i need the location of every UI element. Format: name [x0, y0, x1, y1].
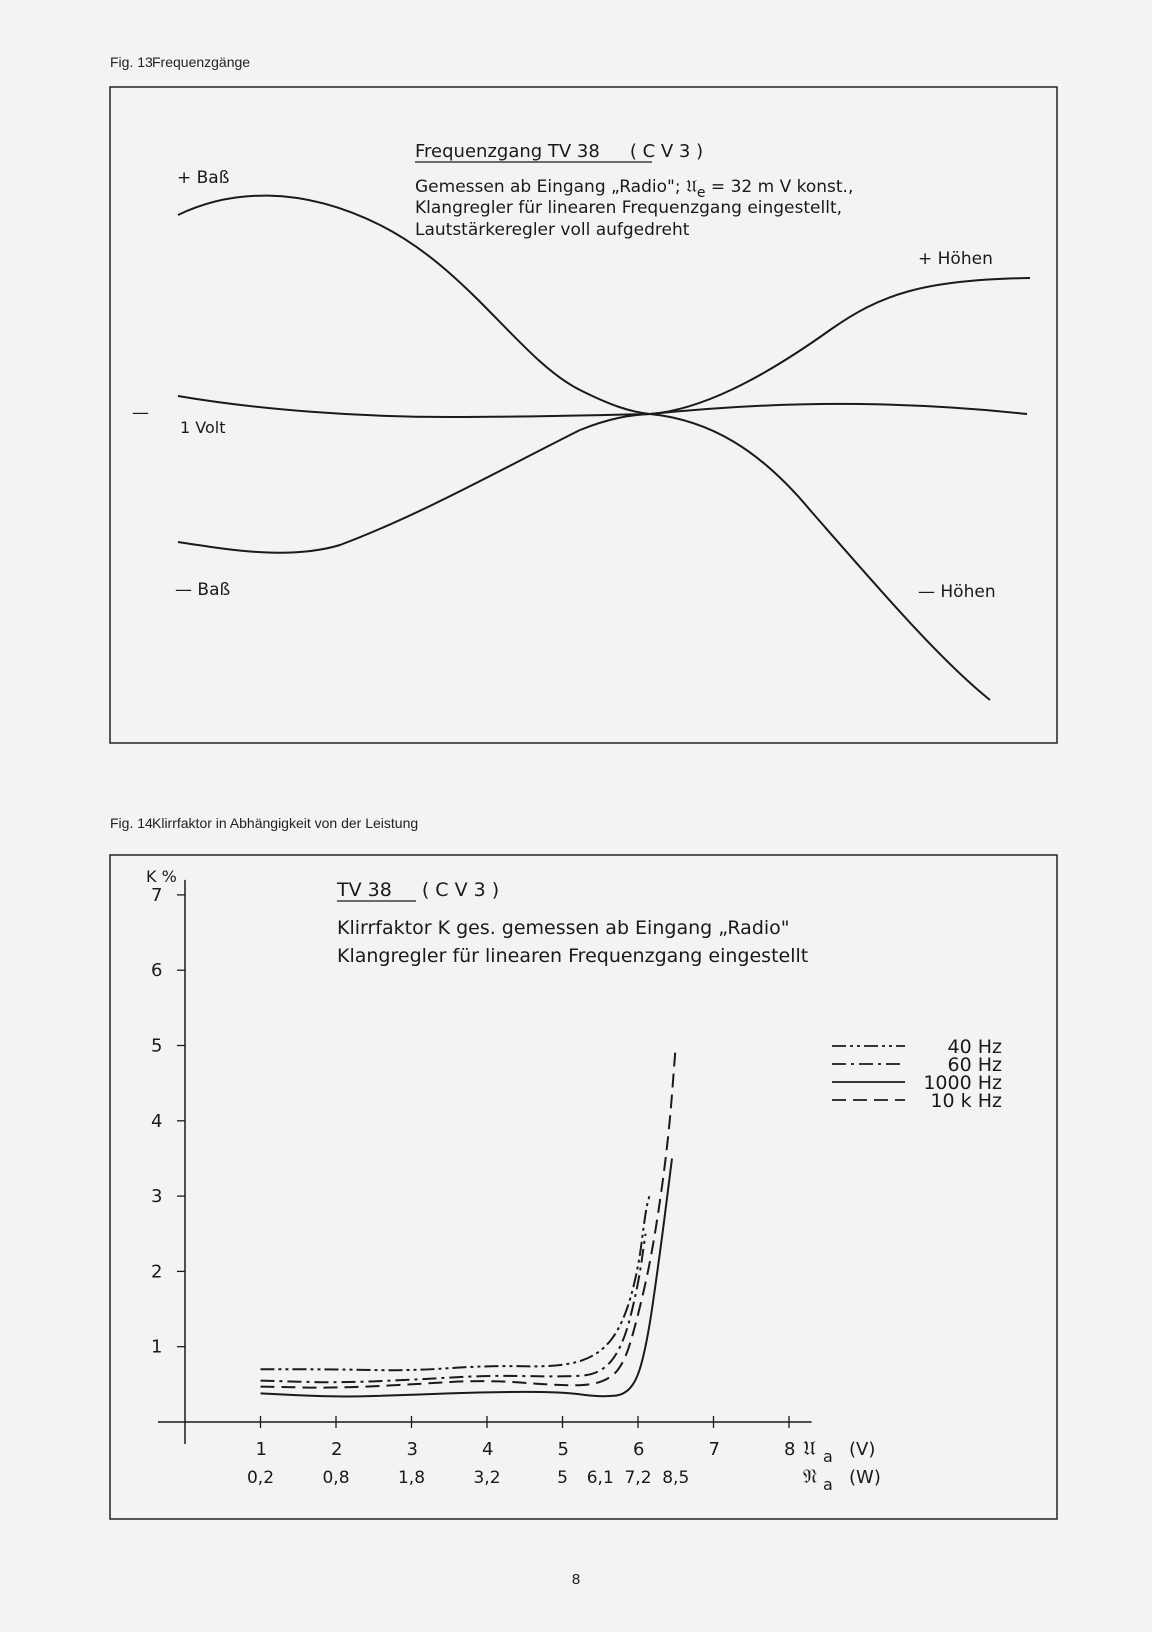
fig13-desc-line3: Lautstärkeregler voll aufgedreht	[415, 220, 690, 240]
label-plus-treble: + Höhen	[918, 249, 993, 269]
x-power-tick-label: 0,2	[246, 1468, 275, 1488]
series-line-40hz	[261, 1196, 650, 1370]
fig13-caption-number: Fig. 13	[110, 54, 153, 70]
x-axis-symbol-sub: a	[823, 1475, 833, 1494]
x-tick-label: 7	[708, 1439, 720, 1460]
fig13-desc1-a: Gemessen ab Eingang „Radio";	[415, 177, 686, 197]
curve-minus-treble	[650, 414, 990, 700]
y-tick-label: 2	[151, 1261, 163, 1283]
fig14-desc-line1: Klirrfaktor K ges. gemessen ab Eingang „Radio"	[337, 917, 790, 939]
label-dash: —	[132, 403, 149, 423]
x-tick-label: 3	[406, 1439, 418, 1460]
y-tick-label: 1	[151, 1336, 163, 1358]
label-one-volt: 1 Volt	[180, 418, 226, 437]
series-line-60hz	[261, 1234, 646, 1382]
legend-label: 1000 Hz	[923, 1072, 1002, 1094]
y-tick-label: 4	[151, 1110, 163, 1132]
fig13-title	[415, 141, 703, 162]
x-axis-symbol-power: 𝔑	[803, 1464, 818, 1488]
page-number: 8	[571, 1571, 581, 1588]
fig14-caption-text: Klirrfaktor in Abhängigkeit von der Leistung	[152, 815, 419, 831]
x-power-tick-label: 0,8	[322, 1468, 350, 1488]
fig14-title	[336, 879, 499, 901]
x-axis-symbol-voltage: 𝔘	[803, 1436, 816, 1460]
curve-one-volt	[178, 396, 1027, 417]
curve-minus-bass	[178, 414, 650, 553]
y-tick-label: 5	[151, 1035, 163, 1057]
x-power-tick-label: 7,2	[624, 1468, 652, 1488]
x-axis-symbol-sub: a	[823, 1447, 833, 1466]
x-power-tick-label: 6,1	[586, 1468, 614, 1488]
label-minus-treble: — Höhen	[918, 582, 996, 602]
y-axis-label: K %	[146, 866, 177, 886]
fig13-title-main: Frequenzgang TV 38	[415, 141, 600, 162]
label-plus-bass: + Baß	[177, 168, 230, 188]
x-power-tick-label: 1,8	[397, 1468, 426, 1488]
legend-label: 10 k Hz	[930, 1090, 1002, 1112]
fig13-title-suffix: ( C V 3 )	[629, 141, 704, 162]
legend-label: 60 Hz	[947, 1054, 1002, 1076]
fig14-legend	[832, 1036, 1002, 1112]
label-minus-bass: — Baß	[175, 580, 231, 600]
x-axis-unit-volt: (V)	[849, 1439, 876, 1460]
x-tick-label: 2	[331, 1439, 343, 1460]
fig13-caption-text: Frequenzgänge	[152, 54, 251, 70]
x-power-tick-label: 5	[557, 1468, 568, 1488]
fig14-desc-line2: Klangregler für linearen Frequenzgang eingestellt	[337, 945, 809, 967]
legend-label: 40 Hz	[947, 1036, 1002, 1058]
y-tick-label: 7	[151, 884, 163, 906]
x-tick-label: 8	[784, 1439, 796, 1460]
fig14-title-main: TV 38	[337, 879, 392, 901]
fig13-chart	[110, 87, 1057, 743]
fig13-desc-line2: Klangregler für linearen Frequenzgang eingestellt,	[415, 198, 843, 218]
fig13-desc1-b: = 32 m V konst.,	[705, 177, 854, 197]
curve-plus-treble	[650, 278, 1030, 414]
x-power-tick-label: 3,2	[473, 1468, 501, 1488]
fig14-series	[261, 1046, 676, 1397]
fig14-title-suffix: ( C V 3 )	[421, 879, 500, 901]
x-axis-unit-watt: (W)	[849, 1467, 881, 1488]
x-tick-label: 4	[482, 1439, 494, 1460]
x-tick-label: 6	[633, 1439, 645, 1460]
x-power-tick-label: 8,5	[662, 1468, 690, 1488]
fig14-caption-number: Fig. 14	[110, 815, 153, 831]
y-tick-label: 3	[151, 1186, 163, 1208]
fig13-desc1-sub: e	[696, 185, 706, 201]
fig13-desc1-symbol: 𝔘	[685, 177, 697, 197]
fig14-chart	[110, 855, 1057, 1519]
x-tick-label: 5	[557, 1439, 569, 1460]
y-tick-label: 6	[151, 960, 163, 982]
x-tick-label: 1	[255, 1439, 267, 1460]
